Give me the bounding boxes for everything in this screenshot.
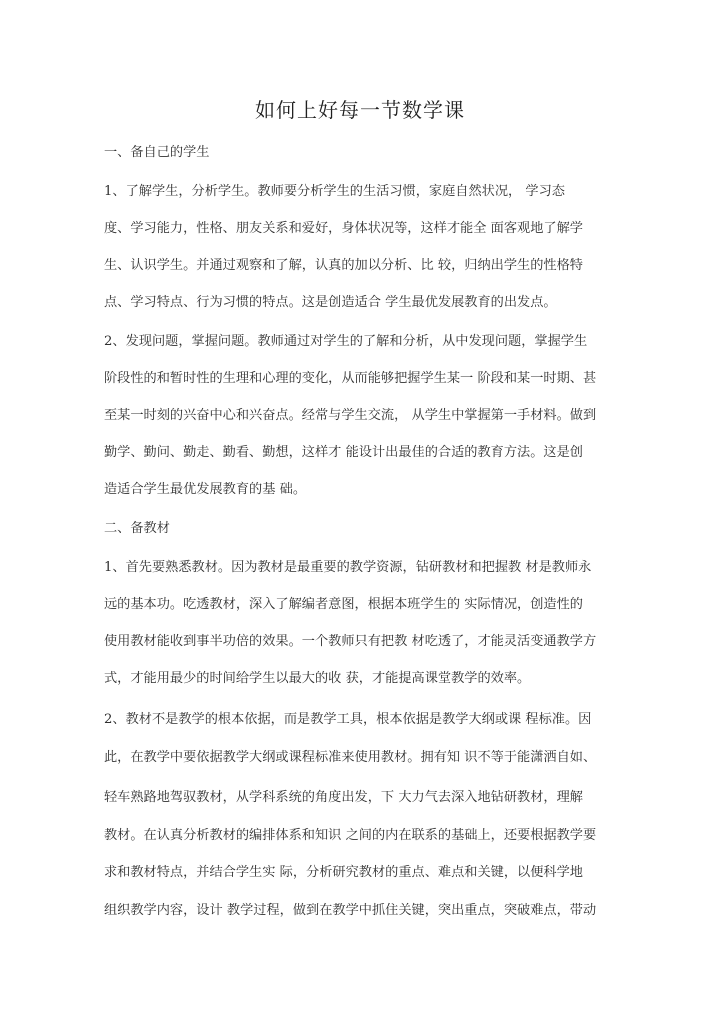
paragraph-line: 教材。在认真分析教材的编排体系和知识 之间的内在联系的基础上，还要根据教学要: [104, 828, 597, 843]
paragraph-line: 造适合学生最优发展教育的基 础。: [104, 482, 307, 497]
paragraph-line: 1、了解学生，分析学生。教师要分析学生的生活习惯，家庭自然状况， 学习态: [104, 184, 565, 199]
paragraph-line: 2、教材不是教学的根本依据，而是教学工具，根本依据是教学大纲或课 程标准。因: [104, 712, 592, 727]
paragraph-line: 组织教学内容，设计 教学过程，做到在教学中抓住关键，突出重点，突破难点，带动: [104, 903, 597, 918]
paragraph-line: 点、学习特点、行为习惯的特点。这是创造适合 学生最优发展教育的出发点。: [104, 295, 557, 310]
paragraph-line: 生、认识学生。并通过观察和了解，认真的加以分析、比 较，归纳出学生的性格特: [104, 258, 583, 273]
paragraph-line: 至某一时刻的兴奋中心和兴奋点。经常与学生交流， 从学生中掌握第一手材料。做到: [104, 408, 597, 423]
paragraph-line: 求和教材特点，并结合学生实 际，分析研究教材的重点、难点和关键，以便科学地: [104, 865, 583, 880]
paragraph-line: 轻车熟路地驾驭教材，从学科系统的角度出发，下 大力气去深入地钻研教材，理解: [104, 790, 583, 805]
document-title: 如何上好每一节数学课: [255, 98, 465, 122]
paragraph-line: 1、首先要熟悉教材。因为教材是最重要的教学资源，钻研教材和把握教 材是教师永: [104, 560, 592, 575]
paragraph-line: 式，才能用最少的时间给学生以最大的收 获，才能提高课堂教学的效率。: [104, 671, 531, 686]
paragraph-line: 度、学习能力，性格、朋友关系和爱好，身体状况等，这样才能全 面客观地了解学: [104, 221, 583, 236]
paragraph-line: 此，在教学中要依据教学大纲或课程标准来使用教材。拥有知 识不等于能潇洒自如、: [104, 750, 597, 765]
paragraph-line: 2、发现问题，掌握问题。教师通过对学生的了解和分析，从中发现问题，掌握学生: [104, 334, 588, 349]
paragraph-line: 远的基本功。吃透教材，深入了解编者意图，根据本班学生的 实际情况，创造性的: [104, 597, 583, 612]
section-heading: 一、备自己的学生: [104, 145, 210, 160]
section-heading: 二、备教材: [104, 521, 170, 536]
paragraph-line: 使用教材能收到事半功倍的效果。一个教师只有把教 材吃透了，才能灵活变通教学方: [104, 634, 597, 649]
paragraph-line: 阶段性的和暂时性的生理和心理的变化，从而能够把握学生某一 阶段和某一时期、甚: [104, 371, 597, 386]
paragraph-line: 勤学、勤问、勤走、勤看、勤想，这样才 能设计出最佳的合适的教育方法。这是创: [104, 445, 583, 460]
